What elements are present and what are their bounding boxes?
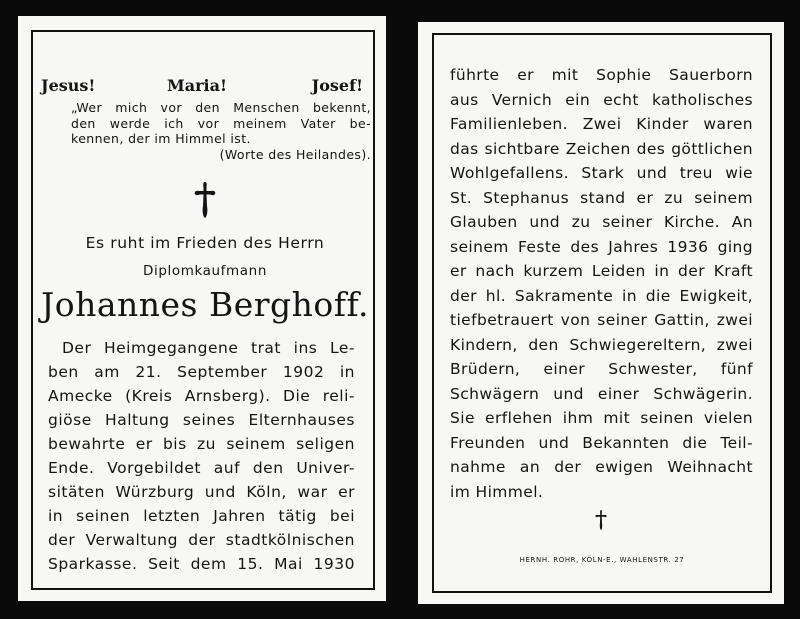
body-line: Ende. Vorgebildet auf den Univer- xyxy=(48,459,355,477)
quote-source: (Worte des Heilandes). xyxy=(219,147,371,162)
header-jesus: Jesus! xyxy=(41,76,96,95)
body-line: das sichtbare Zeichen des göttlichen xyxy=(450,139,753,158)
memorial-card-back xyxy=(418,22,784,604)
body-line: tiefbetrauert von seiner Gattin, zwei xyxy=(450,311,753,329)
body-line: der hl. Sakramente in die Ewigkeit, xyxy=(450,286,753,305)
body-line: Familienleben. Zwei Kinder waren xyxy=(450,115,753,133)
body-line: seinem Feste des Jahres 1936 ging xyxy=(450,237,753,256)
body-line: Amecke (Kreis Arnsberg). Die reli- xyxy=(48,387,355,405)
body-line: Sparkasse. Seit dem 15. Mai 1930 xyxy=(48,555,355,573)
body-line: Brüdern, einer Schwester, fünf xyxy=(450,360,753,378)
body-line: St. Stephanus stand er zu seinem xyxy=(450,188,753,207)
body-line: in seinen letzten Jahren tätig bei xyxy=(48,507,355,525)
printer-imprint: HERNH. ROHR, KÖLN-E., WAHLENSTR. 27 xyxy=(519,556,685,564)
quote-line: kennen, der im Himmel ist. xyxy=(71,131,251,146)
header-maria: Maria! xyxy=(167,76,227,95)
cross-icon xyxy=(594,509,608,531)
body-line: Sie erflehen ihm mit seinen vielen xyxy=(450,409,753,427)
body-line: Freunden und Bekannten die Teil- xyxy=(450,433,753,452)
body-line: er nach kurzem Leiden in der Kraft xyxy=(450,262,753,280)
body-line: Wohlgefallens. Stark und treu wie xyxy=(450,164,753,182)
body-line: Schwägern und einer Schwägerin. xyxy=(450,384,753,403)
cross-icon xyxy=(193,180,217,220)
body-line: der Verwaltung der stadtkölnischen xyxy=(48,531,355,549)
body-line: sitäten Würzburg und Köln, war er xyxy=(48,483,355,501)
body-line: ben am 21. September 1902 in xyxy=(48,363,355,381)
body-line: Glauben und zu seiner Kirche. An xyxy=(450,213,753,231)
body-line: Der Heimgegangene trat ins Le- xyxy=(62,339,355,357)
memorial-card-front xyxy=(18,16,386,601)
deceased-name: Johannes Berghoff. xyxy=(40,285,370,324)
body-line: nahme an der ewigen Weihnacht xyxy=(450,458,753,476)
card-border-frame xyxy=(31,30,375,590)
body-line: führte er mit Sophie Sauerborn xyxy=(450,66,753,84)
rest-in-peace-line: Es ruht im Frieden des Herrn xyxy=(85,234,325,252)
body-line: giöse Haltung seines Elternhauses xyxy=(48,411,355,429)
body-line: aus Vernich ein echt katholisches xyxy=(450,90,753,109)
body-line: Kindern, den Schwiegereltern, zwei xyxy=(450,335,753,354)
header-josef: Josef! xyxy=(311,76,363,95)
quote-line: den werde ich vor meinem Vater be- xyxy=(71,116,371,131)
card-border-frame xyxy=(432,33,772,593)
deceased-title: Diplomkaufmann xyxy=(143,263,267,279)
quote-line: „Wer mich vor den Menschen bekennt, xyxy=(71,100,371,115)
body-line: bewahrte er bis zu seinem seligen xyxy=(48,435,355,453)
body-line: im Himmel. xyxy=(450,482,544,501)
